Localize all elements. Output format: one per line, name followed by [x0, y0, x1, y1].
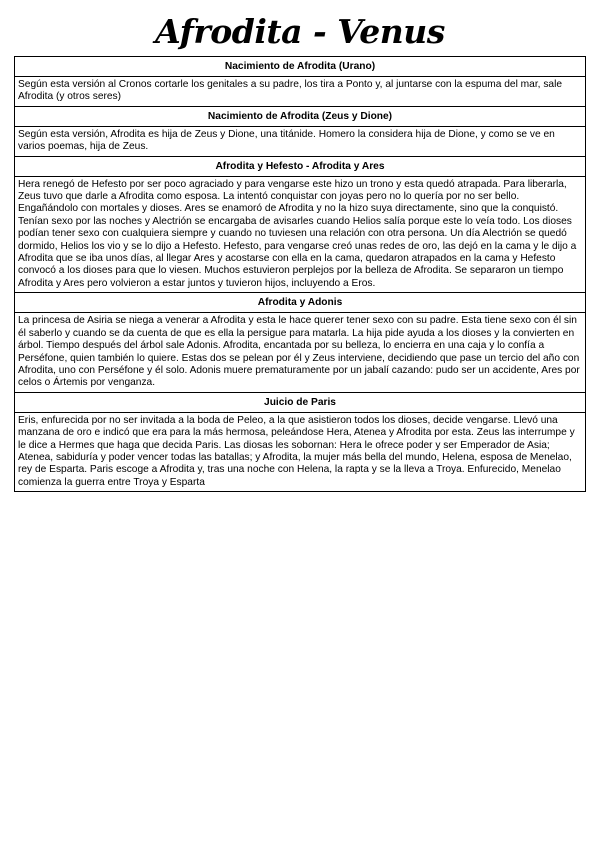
section-body-juicio-paris: Eris, enfurecida por no ser invitada a la boda de Peleo, a la que asistieron todos los dioses, decide vengarse. Llevó una manzana de oro e indicó que era para la más hermosa, peleándose Hera, Atenea y Afrodita por esta. Zeus las interrumpe y le dice a Hermes que haga que decida Paris. Las diosas les sobornan: Hera le ofrece poder y ser Emperador de Asia; Atenea, sabiduría y poder vencer todas las batallas; y Afrodita, la mujer más bella del mundo, Helena, esposa de Menelao, rey de Esparta. Paris escoge a Afrodita y, tras una noche con Helena, la rapta y se la lleva a Troya. Enfurecido, Menelao comienza la guerra entre Troya y Esparta — [15, 413, 585, 492]
content-table — [14, 56, 586, 492]
section-body-zeus-dione: Según esta versión, Afrodita es hija de Zeus y Dione, una titánide. Homero la considera hija de Dione, y como se ve en varios poemas, hija de Zeus. — [15, 127, 585, 157]
section-body-adonis: La princesa de Asiria se niega a venerar a Afrodita y esta le hace querer tener sexo con su padre. Esta tiene sexo con él sin él saberlo y cuando se da cuenta de que es ella la persigue para matarla. La hija pide ayuda a los dioses y la convierten en árbol. Tiempo después del árbol sale Adonis. Afrodita, encantada por su belleza, lo encierra en una caja y lo confía a Perséfone, quien también lo quiere. Estas dos se pelean por él y Zeus interviene, decidiendo que pase un tercio del año con Afrodita, uno con Perséfone y él solo. Adonis muere prematuramente por un jabalí cazando: pudo ser un accidente, Ares por celos o Ártemis por venganza. — [15, 313, 585, 392]
section-body-urano: Según esta versión al Cronos cortarle los genitales a su padre, los tira a Ponto y, al juntarse con la espuma del mar, sale Afrodita (y otros seres) — [15, 77, 585, 107]
section-header-adonis: Afrodita y Adonis — [15, 293, 585, 313]
section-header-juicio-paris: Juicio de Paris — [15, 393, 585, 413]
page-title: Afrodita - Venus — [155, 12, 445, 51]
section-body-hefesto-ares: Hera renegó de Hefesto por ser poco agraciado y para vengarse este hizo un trono y esta quedó atrapada. Para liberarla, Zeus tuvo que darle a Afrodita como esposa. La intentó conquistar con joyas pero no lo quería por no ser bello. Engañándolo con mortales y dioses. Ares se enamoró de Afrodita y no la hizo suya directamente, sino que la conquistó. Tenían sexo por las noches y Alectrión se encargaba de avisarles cuando Helios salía porque este lo veía todo. Los dioses podían tener sexo con cualquiera siempre y cuando no tuviesen una relación con otra persona. Un día Alectrión se quedó dormido, Helios los vio y se lo dijo a Hefesto. Hefesto, para vengarse creó unas redes de oro, las dejó en la cama y le dijo a Afrodita que se iba unos días, al llegar Ares y acostarse con ella en la cama, quedaron atrapados en la cama y Hefesto convocó a los dioses para que lo viesen. Muchos estuvieron perplejos por la belleza de Afrodita. Se separaron un tiempo Afrodita y Ares pero volvieron a estar juntos y tuvieron hijos, incluyendo a Eros. — [15, 177, 585, 294]
section-header-zeus-dione: Nacimiento de Afrodita (Zeus y Dione) — [15, 107, 585, 127]
section-header-urano: Nacimiento de Afrodita (Urano) — [15, 57, 585, 77]
section-header-hefesto-ares: Afrodita y Hefesto - Afrodita y Ares — [15, 157, 585, 177]
